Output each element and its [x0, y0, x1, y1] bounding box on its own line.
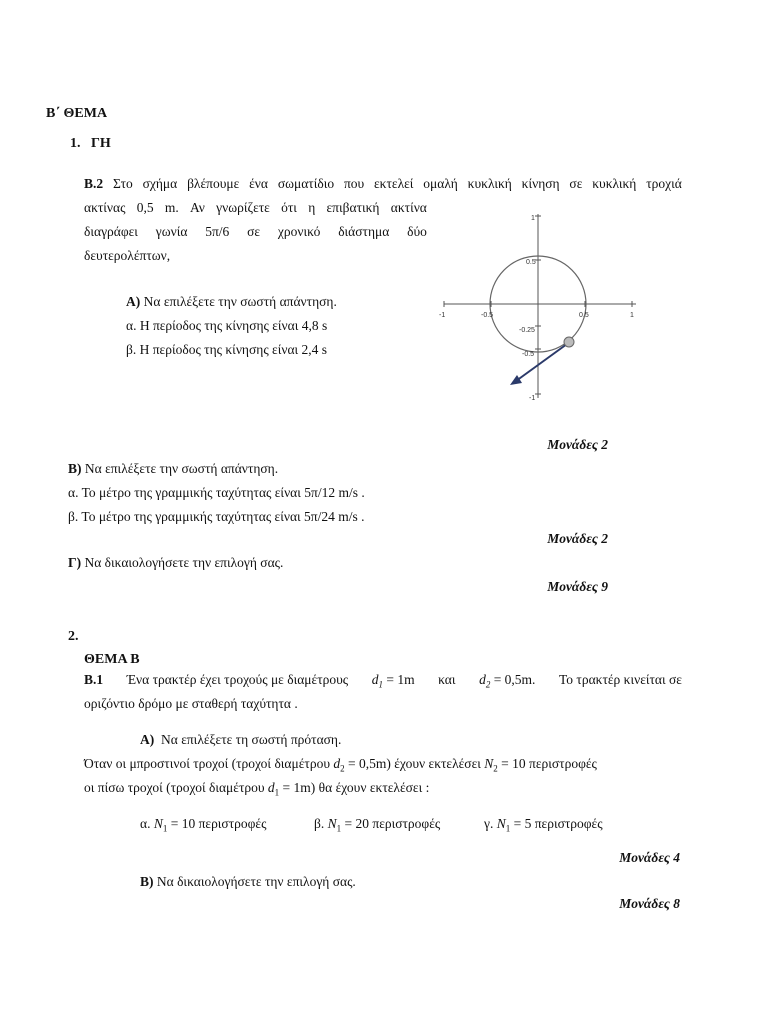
d-symbol: d	[333, 756, 341, 771]
q2-marks-b: Μονάδες 8	[619, 896, 680, 911]
option-value: = 10 περιστροφές	[167, 816, 267, 831]
q1-intro-word: γωνία	[155, 224, 188, 239]
section-title: Β΄ ΘΕΜΑ	[46, 106, 108, 121]
option-prefix: α.	[140, 816, 151, 831]
q2-part-a	[140, 732, 341, 748]
q1-number-text: 1.	[70, 136, 81, 151]
q2-statement-text: = 10 περιστροφές	[497, 756, 597, 771]
x-label-half: 0.5	[579, 312, 589, 319]
q1-c-label: Γ)	[68, 555, 82, 570]
option-prefix: β.	[314, 816, 325, 831]
q1-intro-word: Αν	[190, 200, 205, 215]
q2-a-text: Να επιλέξετε τη σωστή πρόταση.	[161, 732, 342, 747]
q1-a-text: Να επιλέξετε την σωστή απάντηση.	[143, 294, 337, 309]
d-symbol: d	[371, 672, 379, 687]
q2-option-c	[484, 816, 603, 834]
d1-value: = 1m	[386, 672, 415, 687]
d-subscript: 2	[485, 679, 491, 690]
q1-intro-word: m.	[164, 200, 179, 215]
q2-marks-a: Μονάδες 4	[619, 850, 680, 865]
q2-part-b	[140, 874, 356, 890]
q1-marks-c: Μονάδες 9	[547, 579, 608, 594]
y-label-quarter: -0.25	[519, 327, 535, 334]
q1-intro-word: χρονικό	[277, 224, 321, 239]
q1-intro-word: διαγράφει	[84, 224, 138, 239]
q1-intro-word: σωματίδιο	[277, 176, 335, 191]
x-label-left: -1	[439, 312, 446, 319]
circular-motion-figure	[430, 208, 645, 404]
q1-intro-word: κίνηση	[521, 176, 560, 191]
q2-heading: ΘΕΜΑ Β	[84, 652, 140, 667]
q1-number	[70, 136, 111, 152]
q1-intro-word: ακτίνας	[84, 200, 126, 215]
x-label-neg-half: -0.5	[481, 312, 494, 319]
q1-intro-word: 5π/6	[205, 224, 230, 239]
q2-option-a	[140, 816, 266, 834]
q2-b-label: Β)	[140, 874, 154, 889]
q2-a-label: Α)	[140, 732, 155, 747]
velocity-arrowhead	[510, 375, 522, 385]
q1-b2-label: Β.2	[84, 176, 104, 191]
option-prefix: γ.	[484, 816, 494, 831]
q1-intro-word: Στο	[112, 176, 133, 191]
q2-statement-line2	[84, 780, 429, 798]
n-subscript: 2	[493, 763, 498, 774]
q2-statement-text: = 1m) θα έχουν εκτελέσει :	[279, 780, 430, 795]
q2-statement-line1	[84, 756, 597, 774]
q2-intro-line1	[84, 672, 682, 690]
q1-intro-word: σχήμα	[142, 176, 178, 191]
y-label-half: 0.5	[526, 259, 536, 266]
q2-b1-label: Β.1	[84, 672, 104, 687]
q1-b-label: Β)	[68, 461, 82, 476]
q1-intro-line4: δευτερολέπτων,	[84, 248, 171, 263]
particle	[564, 337, 574, 347]
d-symbol: d	[479, 672, 486, 687]
d-subscript: 2	[340, 763, 345, 774]
q1-intro-line2	[84, 200, 427, 216]
q1-intro-line1	[84, 176, 682, 192]
q2-b-text: Να δικαιολογήσετε την επιλογή σας.	[156, 874, 356, 889]
q1-intro-word: βλέπουμε	[187, 176, 240, 191]
q1-intro-line3	[84, 224, 427, 240]
q1-intro-word: ακτίνα	[390, 200, 427, 215]
q1-part-b	[68, 461, 278, 477]
q1-intro-word: τροχιά	[646, 176, 682, 191]
option-value: = 20 περιστροφές	[341, 816, 441, 831]
q1-topic: ΓΗ	[91, 136, 111, 151]
y-label-neg-half: -0.5	[522, 351, 535, 358]
q1-c-text: Να δικαιολογήσετε την επιλογή σας.	[84, 555, 284, 570]
q2-intro-text: Ένα τρακτέρ έχει τροχούς με διαμέτρους	[126, 672, 349, 687]
q1-part-a	[126, 294, 337, 310]
n-symbol: N	[153, 816, 163, 831]
q2-intro-line2: οριζόντιο δρόμο με σταθερή ταχύτητα .	[84, 696, 298, 711]
n-subscript: 1	[162, 823, 168, 834]
q1-intro-word: 0,5	[136, 200, 154, 215]
q2-option-b	[314, 816, 440, 834]
q2-number: 2.	[68, 629, 79, 644]
q1-intro-word: κυκλική	[467, 176, 512, 191]
n-subscript: 1	[336, 823, 342, 834]
q1-intro-word: εκτελεί	[374, 176, 414, 191]
q1-intro-word: κυκλική	[592, 176, 637, 191]
q1-intro-word: ότι	[281, 200, 297, 215]
q2-statement-text: = 0,5m) έχουν εκτελέσει	[344, 756, 481, 771]
q1-intro-word: ένα	[249, 176, 268, 191]
q1-intro-word: διάστημα	[338, 224, 390, 239]
q1-marks-a: Μονάδες 2	[547, 437, 608, 452]
d-symbol: d	[267, 780, 275, 795]
q1-b-text: Να επιλέξετε την σωστή απάντηση.	[84, 461, 279, 476]
q2-intro-text-2: Το τρακτέρ κινείται σε	[558, 672, 682, 687]
n-subscript: 1	[505, 823, 511, 834]
x-label-right: 1	[630, 312, 634, 319]
q1-intro-word: γνωρίζετε	[216, 200, 270, 215]
y-label-top: 1	[531, 215, 535, 222]
q1-marks-b: Μονάδες 2	[547, 531, 608, 546]
q2-statement-text: Όταν οι μπροστινοί τροχοί (τροχοί διαμέτρου	[84, 756, 331, 771]
q1-intro-word: ομαλή	[423, 176, 458, 191]
d-subscript: 1	[274, 787, 280, 798]
q2-d2	[479, 672, 535, 690]
q1-a-label: Α)	[126, 294, 141, 309]
q2-d1	[372, 672, 415, 690]
q1-b-option-2: β. Το μέτρο της γραμμικής ταχύτητας είναι 5π/24 m/s .	[68, 509, 365, 524]
q2-statement-text: οι πίσω τροχοί (τροχοί διαμέτρου	[84, 780, 265, 795]
q1-intro-word: δύο	[407, 224, 427, 239]
d-subscript: 1	[378, 679, 383, 690]
q1-intro-word: που	[343, 176, 365, 191]
q1-intro-word: η	[308, 200, 316, 215]
n-symbol: N	[484, 756, 494, 771]
n-symbol: N	[327, 816, 337, 831]
y-label-bottom: -1	[529, 395, 536, 402]
d2-value: = 0,5m.	[493, 672, 536, 687]
q1-intro-word: σε	[247, 224, 261, 239]
n-symbol: N	[496, 816, 506, 831]
q1-a-option-2: β. Η περίοδος της κίνησης είναι 2,4 s	[126, 342, 328, 357]
q1-intro-word: σε	[569, 176, 583, 191]
q2-and-word: και	[438, 672, 456, 687]
q1-a-option-1: α. Η περίοδος της κίνησης είναι 4,8 s	[126, 318, 328, 333]
q1-b-option-1: α. Το μέτρο της γραμμικής ταχύτητας είναι 5π/12 m/s .	[68, 485, 365, 500]
q1-part-c	[68, 555, 283, 571]
option-value: = 5 περιστροφές	[510, 816, 603, 831]
q1-intro-word: επιβατική	[326, 200, 380, 215]
